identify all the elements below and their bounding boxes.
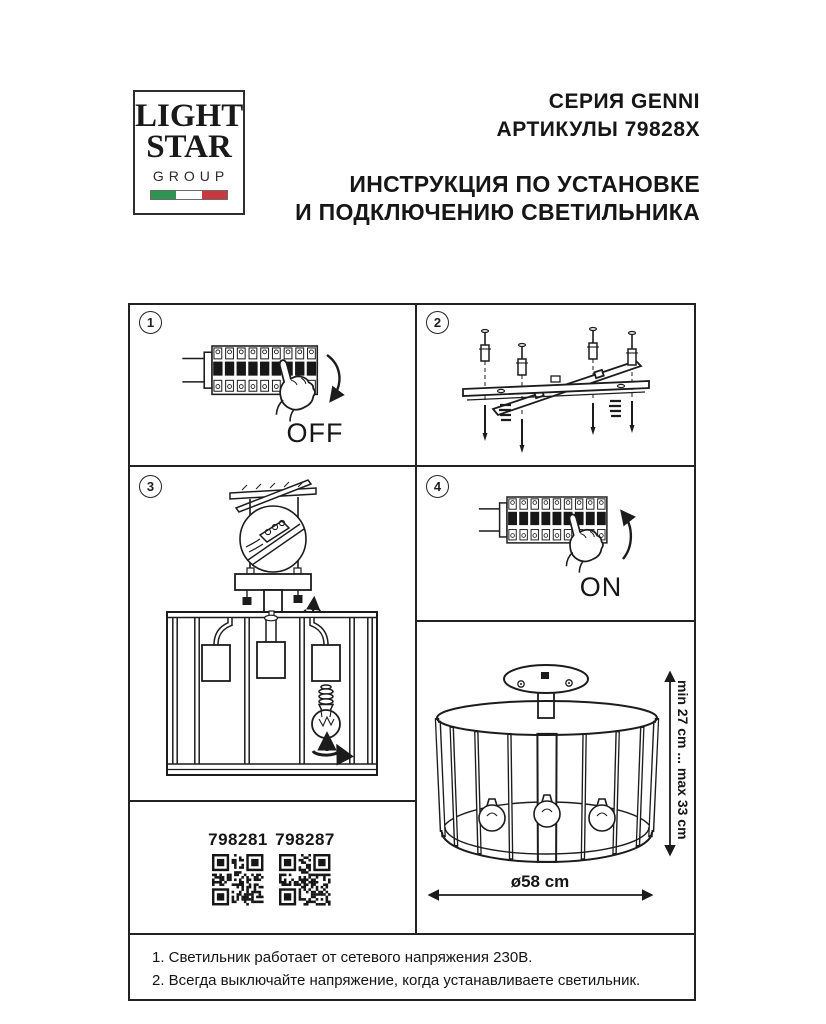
step3-number-badge: 3 — [139, 475, 162, 498]
flag-green-band — [151, 191, 176, 199]
note-line-2: 2. Всегда выключайте напряжение, когда устанавливаете светильник. — [152, 972, 641, 989]
drum-front-view — [167, 611, 377, 775]
flag-red-band — [202, 191, 227, 199]
notes-box — [128, 933, 696, 1001]
step4-number-badge: 4 — [426, 475, 449, 498]
articles-title: АРТИКУЛЫ 79828X — [496, 118, 700, 141]
article-number-left: 798281 — [208, 830, 268, 849]
italian-flag-stripe — [150, 190, 228, 200]
instruction-title — [295, 170, 700, 226]
note-line-1: 1. Светильник работает от сетевого напряжения 230В. — [152, 949, 533, 966]
qr-code-left — [212, 854, 264, 906]
off-label: OFF — [286, 418, 344, 448]
logo-star-text: STAR — [146, 129, 232, 165]
wiring-detail-magnifier — [240, 506, 306, 572]
switch-off-arrow-icon — [327, 355, 339, 399]
step4-breaker-on-diagram — [417, 467, 696, 620]
drum-bulbs — [479, 795, 615, 831]
step2-number-badge: 2 — [426, 311, 449, 334]
lamp-canopy — [504, 665, 588, 718]
diameter-dimension-label: ø58 cm — [510, 872, 570, 891]
ceiling-lamp-dimension-diagram — [417, 622, 696, 933]
on-label: ON — [579, 572, 623, 602]
height-dimension-label: min 27 cm ... max 33 cm — [675, 680, 691, 840]
logo-light-text: LIGHT — [135, 98, 244, 134]
instruction-title-line1: ИНСТРУКЦИЯ ПО УСТАНОВКЕ — [349, 171, 700, 197]
lightstar-logo — [133, 90, 245, 215]
canopy-diagram — [235, 568, 320, 618]
panels-grid — [128, 303, 696, 935]
series-title: СЕРИЯ GENNI — [548, 90, 700, 113]
lamp-drum-shade — [437, 701, 657, 862]
qr-code-right — [279, 854, 331, 906]
switch-on-arrow-icon — [623, 513, 631, 559]
mounting-brackets-diagram — [463, 328, 649, 454]
article-number-right: 798287 — [275, 830, 335, 849]
step3-assembly-diagram — [130, 467, 415, 800]
instruction-title-line2: И ПОДКЛЮЧЕНИЮ СВЕТИЛЬНИКА — [295, 199, 700, 225]
step1-number-badge: 1 — [139, 311, 162, 334]
qr-panel — [130, 802, 415, 933]
step1-breaker-off-diagram — [130, 305, 415, 465]
step2-mounting-brackets-diagram — [417, 305, 696, 465]
header-block — [295, 88, 700, 226]
threaded-sleeve-icon — [609, 401, 621, 416]
flag-white-band — [176, 191, 201, 199]
logo-group-text: GROUP — [152, 168, 230, 184]
